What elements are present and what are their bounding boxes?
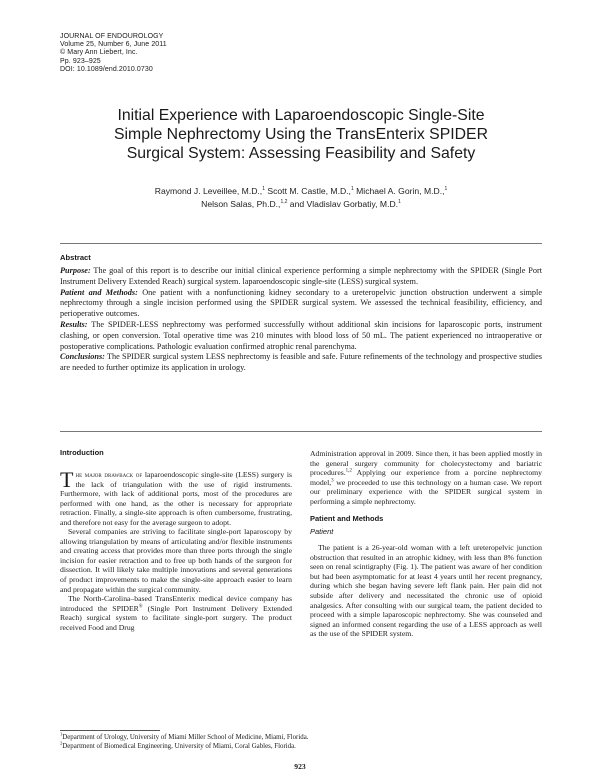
paragraph-text: Applying our experience from a porcine nephrectomy model,: [310, 468, 542, 487]
abstract-label: Patient and Methods:: [60, 287, 138, 297]
author-name: and Vladislav Gorbatiy, M.D.: [287, 199, 399, 209]
registered-mark: ®: [138, 604, 143, 610]
title-line: Simple Nephrectomy Using the TransEnterix SPIDER: [113, 126, 488, 143]
footnote-text: Department of Biomedical Engineering, University of Miami, Coral Gables, Florida.: [62, 742, 296, 750]
abstract-heading: Abstract: [60, 253, 91, 262]
author-line: [60, 185, 542, 198]
author-name: Scott M. Castle, M.D.,: [264, 186, 351, 196]
author-line: [60, 198, 542, 211]
author-name: Nelson Salas, Ph.D.,: [201, 199, 281, 209]
affiliation-marker: 1: [262, 186, 265, 193]
section-heading-patient-methods: Patient and Methods: [310, 514, 384, 524]
right-column: [310, 449, 542, 639]
abstract-label: Conclusions:: [60, 352, 105, 362]
body-paragraph: [310, 449, 542, 506]
abstract-purpose: [60, 266, 542, 288]
paragraph-text: (Single Port Instrument Delivery Extended Reach) surgical system to facilitate single-port surgery. The product received Food and Drug: [60, 603, 292, 632]
abstract-label: Purpose:: [60, 266, 91, 275]
footnote: [60, 740, 308, 752]
paragraph-text: laparoendoscopic single-site (LESS) surgery is the lack of triangulation with the use of rigid instruments. Furthermore, with lack of additional ports, most of the procedures are performed with one hand, as the other is necessary for appropriate retraction. Finally, a single-site approach is often cumbersome, frustrating, and therefore not easy for the average surgeon to adopt.: [60, 470, 292, 527]
abstract-results: [60, 320, 542, 352]
footnote-text: Department of Urology, University of Miami Miller School of Medicine, Miami, Florida.: [62, 734, 309, 741]
paragraph-text: Administration approval in 2009. Since then, it has been applied mostly in the general surgery community for cholecystectomy and bariatric procedures.: [310, 449, 542, 478]
intro-paragraph: [60, 594, 292, 632]
journal-info: [60, 33, 167, 74]
abstract-conclusions: [60, 352, 542, 374]
body-paragraph: The patient is a 26-year-old woman with a left ureteropelvic junction obstruction that resulted in an atrophic kidney, with less than 8% function seen on renal scintigraphy (Fig. 1). The patient was aware of her condition but had been asymptomatic for at least 4 years until her recent pregnancy, during which she began having severe left flank pain. Her pain did not subside after delivery and necessitated the chronic use of opioid analgesics. After consulting with our surgical team, the patient decided to proceed with a simple laparoscopic nephrectomy. She was counseled and signed an informed consent regarding the use of a LESS approach as well as the use of the SPIDER system.: [310, 543, 542, 639]
affiliation-marker: 1: [350, 186, 354, 193]
section-heading-introduction: Introduction: [60, 448, 104, 457]
heading-spacer: [310, 506, 542, 514]
abstract-text: One patient with a nonfunctioning kidney secondary to a ureteropelvic junction obstruction underwent a simple nephrectomy through a single incision performed using the SPIDER surgical system. We assessed the technical feasibility, efficiency, and perioperative outcomes.: [60, 287, 542, 319]
lead-in-smallcaps: he major drawback of: [75, 470, 143, 479]
affiliation-marker: 1: [398, 199, 401, 206]
abstract-top-rule: [60, 243, 542, 244]
affiliation-marker: 1: [444, 186, 448, 193]
journal-pages: Pp. 923–925: [60, 57, 101, 65]
subsection-heading-patient: Patient: [310, 527, 334, 537]
footnote-rule: [60, 730, 160, 731]
abstract-label: Results:: [60, 319, 88, 329]
page-number: 923: [294, 762, 306, 771]
title-line: Initial Experience with Laparoendoscopic Single-Site: [117, 107, 485, 124]
paragraph-text: we proceeded to use this technology on a human case. We report our preliminary experience with the SPIDER surgical system in performing a simple nephrectomy.: [310, 477, 542, 506]
paragraph-text: The North-Carolina–based TransEnterix medical device company has introduced the SPIDER: [60, 594, 292, 613]
abstract-methods: [60, 288, 542, 320]
citation-marker: 1,2: [345, 468, 352, 474]
abstract-bottom-rule: [60, 431, 542, 432]
journal-doi: DOI: 10.1089/end.2010.0730: [60, 65, 153, 73]
drop-cap: T: [60, 467, 74, 492]
journal-copyright: © Mary Ann Liebert, Inc.: [60, 49, 138, 57]
article-title: [60, 106, 542, 163]
intro-paragraph: Several companies are striving to facilitate single-port laparoscopy by allowing triangulation by means of articulating and/or flexible instruments and creating access that provides more than three ports through the single incision for easier retraction and to free up both hands of the surgeon for dissection. It will likely take multiple innovations and several generations of product improvements to make the single-site approach easier to learn and propagate within the surgical community.: [60, 527, 292, 594]
author-name: Raymond J. Leveillee, M.D.,: [154, 186, 263, 196]
author-name: Michael A. Gorin, M.D.,: [353, 186, 445, 196]
affiliation-marker: 1,2: [280, 199, 288, 206]
abstract-text: The SPIDER-LESS nephrectomy was performed successfully without additional skin incisions for laparoscopic ports, instrument clashing, or open conversion. Total operative time was 210 minutes with blood loss of 50 mL. The patient experienced no intraoperative or postoperative complications. Pathologic evaluation confirmed atrophic renal parenchyma.: [60, 319, 542, 351]
footnote-marker: 1: [60, 731, 63, 737]
intro-paragraph: [60, 467, 292, 527]
journal-name: JOURNAL OF ENDOUROLOGY: [60, 33, 164, 40]
heading-spacer: [60, 458, 292, 470]
abstract-text: The goal of this report is to describe our initial clinical experience performing a simple nephrectomy with the SPIDER (Single Port Instrument Delivery Extended Reach) surgical system. laparoendoscopic single-site (LESS) surgical system.: [60, 266, 542, 286]
abstract-text: The SPIDER surgical system LESS nephrectomy is feasible and safe. Future refinements of the technology and prospective studies are needed to further optimize its application in urology.: [60, 352, 542, 373]
abstract-body: [60, 266, 542, 374]
footnotes: [60, 731, 309, 751]
title-line: Surgical System: Assessing Feasibility and Safety: [126, 145, 476, 162]
journal-volume: Volume 25, Number 6, June 2011: [60, 41, 167, 49]
author-list: [60, 185, 542, 211]
citation-marker: 3: [331, 478, 334, 484]
left-column: [60, 448, 292, 632]
footnote-marker: 2: [60, 740, 63, 746]
